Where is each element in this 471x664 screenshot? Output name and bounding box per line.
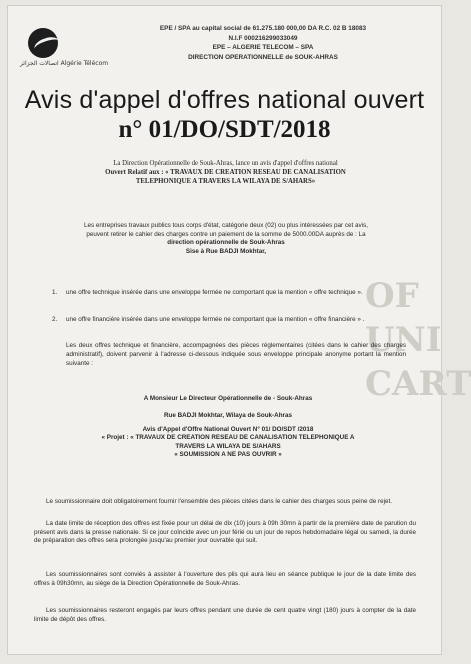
intro-paragraph — [48, 159, 403, 186]
withdraw-paragraph — [30, 222, 422, 256]
withdraw-line-3: direction opérationnelle de Souk-Ahras — [167, 239, 285, 247]
algerie-telecom-logo — [20, 28, 109, 70]
paragraph-deadline: La date limite de réception des offres est fixée pour un délai de dix (10) jours à 09h 30mn à partir de la première date de parution du présent avis dans la presse nationale. Si ce jour coïncide avec un jour férié ou un jour de repos hebdomadaire légal ou samedi, la durée de préparation des offres sera prolongée jusqu'au premier jour ouvrable qui suit. — [34, 520, 416, 545]
list-item-text: une offre financière insérée dans une enveloppe fermée ne comportant que la mention « offre financière » . — [66, 316, 365, 323]
notice-number: n° 01/DO/SDT/2018 — [118, 116, 331, 143]
intro-line-3: TELEPHONIQUE A TRAVERS LA WILAYA DE S/AHARS» — [135, 178, 316, 185]
bleed-through-text: OF UNI CART — [365, 276, 471, 404]
newspaper-clipping — [7, 5, 471, 655]
list-item-text: une offre technique insérée dans une enveloppe fermée ne comportant que la mention « offre technique ». — [66, 289, 363, 296]
address-notice-ref: Avis d'Appel d'Offre National Ouvert N° 01/ DO/SDT /2018 — [142, 425, 314, 433]
intro-line-1: La Direction Opérationnelle de Souk-Ahras, lance un avis d'appel d'offres national — [113, 160, 338, 167]
list-item — [52, 316, 412, 336]
logo-wordmark: اتصالات الجزائر Algérie Télécom — [20, 60, 109, 67]
header-direction-line: DIRECTION OPERATIONNELLE de SOUK-AHRAS — [188, 53, 338, 61]
address-project-line-2: TRAVERS LA WILAYA DE S/AHARS — [175, 442, 281, 450]
withdraw-line-4: Sise à Rue BADJI Mokhtar, — [185, 247, 267, 255]
address-do-not-open: « SOUMISSION A NE PAS OUVRIR » — [174, 451, 282, 459]
paragraph-validity: Les soumissionnaires resteront engagés par leurs offres pendant une durée de cent quatre vingt (180) jours à compter de la date limite de dépôt des offres. — [34, 607, 416, 623]
notice-title: Avis d'appel d'offres national ouvert — [24, 86, 425, 114]
address-block — [38, 395, 418, 459]
paragraph-opening: Les soumissionnaires sont conviés à assister à l'ouverture des plis qui aura lieu en séance publique le jour de la date limite des offres à 09h30mn, au siège de la Direction Opérationnelle de Souk-Ahras. — [34, 571, 416, 587]
address-recipient: A Monsieur Le Directeur Opérationnelle de - Souk-Ahras — [143, 395, 313, 402]
intro-line-2: Ouvert Relatif aux : « TRAVAUX DE CREATION RESEAU DE CANALISATION — [105, 169, 346, 176]
withdraw-line-2: peuvent retirer le cahier des charges contre un paiement de la somme de 5000.00DA auprès de : La — [86, 230, 366, 238]
address-project-line-1: « Projet : « TRAVAUX DE CREATION RESEAU DE CANALISATION TELEPHONIQUE A — [101, 434, 355, 442]
company-header — [113, 24, 413, 62]
header-capital-line: EPE / SPA au capital social de 61.275.180 000,00 DA R.C. 02 B 18083 — [159, 25, 367, 32]
list-item-number: 2. — [52, 316, 58, 323]
address-street: Rue BADJI Mokhtar, Wilaya de Souk-Ahras — [163, 412, 292, 420]
header-nif-line: N.I.F 000216299033049 — [228, 34, 298, 42]
paragraph-documents: Le soumissionnaire doit obligatoirement fournir l'ensemble des pièces citées dans le cahier des charges sous peine de rejet. — [46, 498, 392, 505]
withdraw-line-1: Les entreprises travaux publics tous corps d'état, catégorie deux (02) ou plus intéressées par cet avis, — [83, 222, 368, 229]
both-offers-paragraph: Les deux offres technique et financière, accompagnées des pièces réglementaires (citées dans le cahier des charges administratif), doivent parvenir à l'adresse ci-dessous indiquée sous enveloppe principale anonyme portant la mention suivante : — [66, 342, 406, 367]
list-item-number: 1. — [52, 289, 58, 296]
list-item — [52, 289, 412, 309]
header-company-line: EPE – ALGERIE TELECOM – SPA — [212, 44, 314, 52]
